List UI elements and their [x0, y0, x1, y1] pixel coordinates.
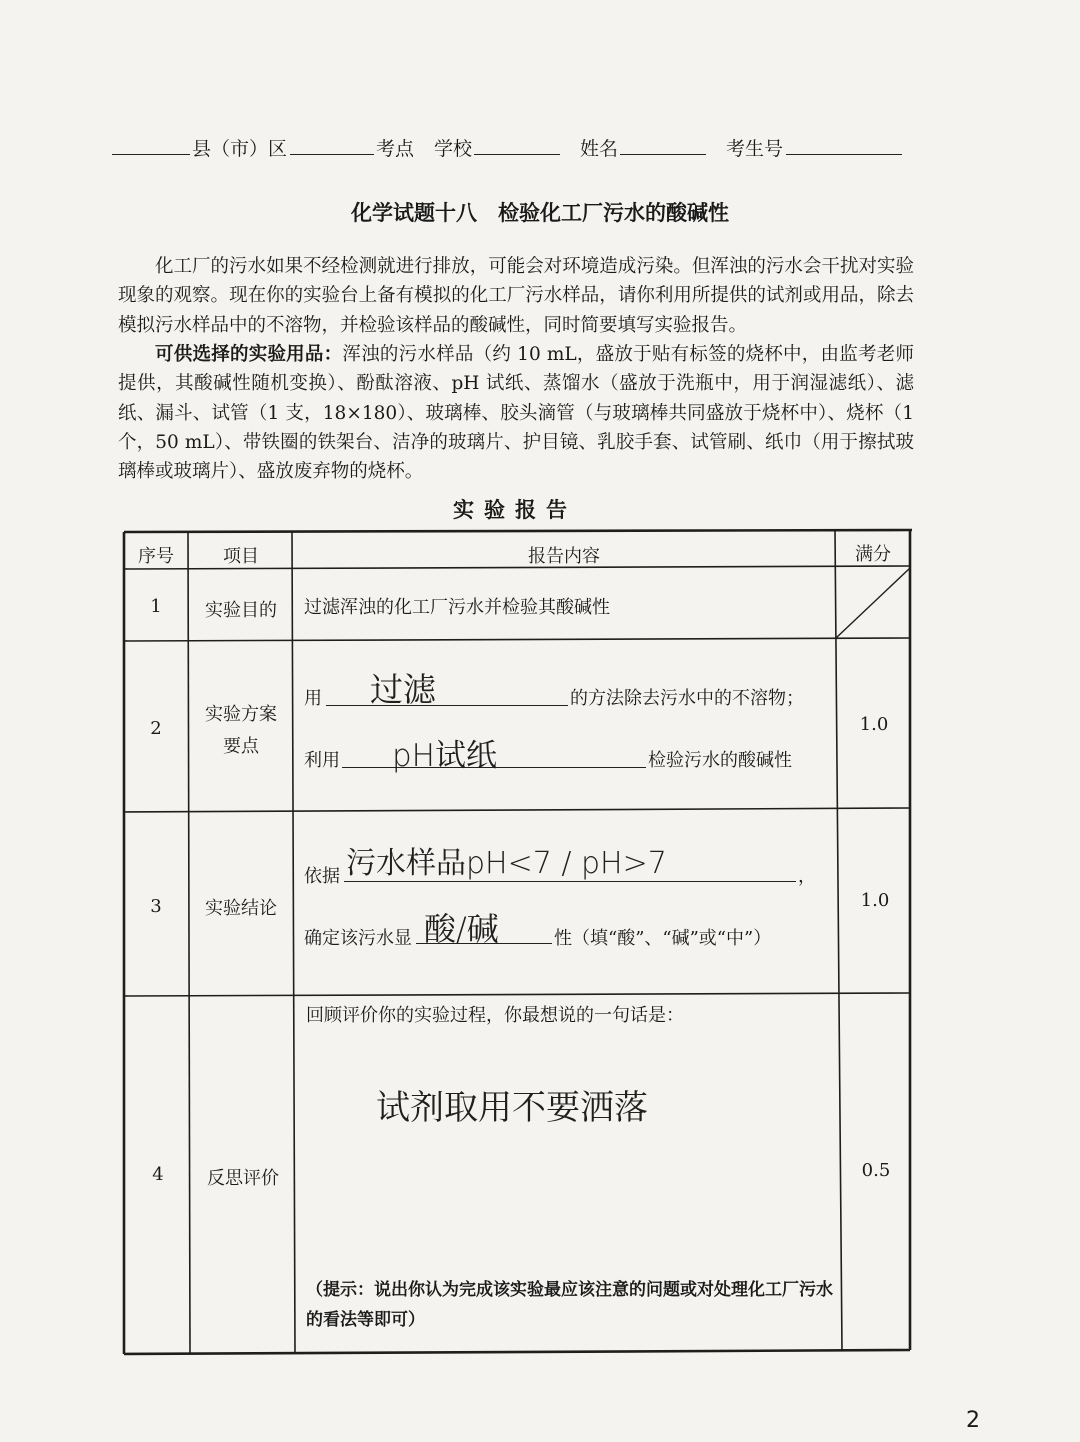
- row3-no: 3: [150, 896, 162, 917]
- row2-no: 2: [150, 718, 162, 739]
- supplies-label: 可供选择的实验用品：: [155, 344, 343, 365]
- candidate-info-line: [112, 130, 912, 162]
- school-label: 学校: [434, 138, 473, 160]
- row4-score: 0.5: [861, 1160, 891, 1181]
- name-label: 姓名: [580, 138, 619, 160]
- row2-item-line2: 要点: [223, 736, 259, 757]
- row2-line2-suffix: 检验污水的酸碱性: [648, 750, 792, 771]
- row4-prompt: 回顾评价你的实验过程，你最想说的一句话是：: [306, 1005, 684, 1026]
- exam-site-label: 考点: [376, 138, 415, 160]
- row3-line2-suffix: 性（填“酸”、“碱”或“中”）: [554, 928, 772, 949]
- candidate-no-blank[interactable]: [786, 154, 902, 155]
- table-header-no: 序号: [138, 546, 174, 567]
- method-handwritten-answer: 过滤: [370, 670, 436, 709]
- row2-score: 1.0: [859, 714, 889, 735]
- table-header-content: 报告内容: [528, 546, 600, 567]
- reflection-handwritten-answer[interactable]: 试剂取用不要洒落: [376, 1088, 648, 1128]
- table-header-score: 满分: [855, 544, 891, 565]
- school-blank[interactable]: [474, 154, 560, 155]
- candidate-no-label: 考生号: [726, 138, 784, 160]
- report-title: 实验报告: [453, 498, 577, 522]
- row1-item: 实验目的: [205, 600, 277, 621]
- row3-line2-prefix: 确定该污水显: [304, 928, 412, 949]
- row4-item: 反思评价: [207, 1168, 279, 1189]
- table-header-item: 项目: [223, 546, 259, 567]
- row4-no: 4: [152, 1164, 164, 1185]
- intro-paragraph: 化工厂的污水如果不经检测就进行排放，可能会对环境造成污染。但浑浊的污水会干扰对实验现象的观察。现在你的实验台上备有模拟的化工厂污水样品，请你利用所提供的试剂或用品，除去模拟污水样品中的不溶物，并检验该样品的酸碱性，同时简要填写实验报告。: [118, 256, 914, 336]
- supplies-paragraph: [118, 340, 914, 486]
- row2-item-line1: 实验方案: [205, 704, 277, 725]
- name-blank[interactable]: [620, 154, 706, 155]
- row3-score: 1.0: [860, 890, 890, 911]
- method-answer-blank[interactable]: [326, 705, 568, 706]
- row1-content: 过滤浑浊的化工厂污水并检验其酸碱性: [304, 597, 610, 618]
- tool-handwritten-answer: pH试纸: [392, 738, 497, 774]
- county-blank[interactable]: [112, 154, 190, 155]
- county-label: 县（市）区: [192, 138, 288, 160]
- row2-line1-prefix: 用: [304, 688, 322, 709]
- supplies-text: 浑浊的污水样品（约 10 mL，盛放于贴有标签的烧杯中，由监考老师提供，其酸碱性随机变换）、酚酞溶液、pH 试纸、蒸馏水（盛放于洗瓶中，用于润湿滤纸）、滤纸、漏斗、试管（1 支，18×180）、玻璃棒、胶头滴管（与玻璃棒共同盛放于烧杯中）、烧杯（1 个，50 mL）、带铁圈的铁架台、洁净的玻璃片、护目镜、乳胶手套、试管刷、纸巾（用于擦拭玻璃棒或玻璃片）、盛放废弃物的烧杯。: [118, 344, 914, 483]
- row2-line2-prefix: 利用: [304, 750, 340, 771]
- exam-site-blank[interactable]: [290, 154, 374, 155]
- row3-line1-prefix: 依据: [304, 866, 340, 887]
- row2-line1-suffix: 的方法除去污水中的不溶物；: [570, 688, 804, 709]
- basis-handwritten-answer: 污水样品pH<7 / pH>7: [346, 846, 667, 881]
- row3-line1-suffix: ，: [798, 866, 816, 887]
- row1-no: 1: [150, 596, 162, 617]
- page-title: 化学试题十八 检验化工厂污水的酸碱性: [351, 201, 729, 225]
- row3-item: 实验结论: [205, 898, 277, 919]
- reflection-hint: （提示：说出你认为完成该实验最应该注意的问题或对处理化工厂污水的看法等即可）: [306, 1280, 833, 1330]
- acidity-handwritten-answer: 酸/碱: [424, 910, 499, 948]
- page-number: 2: [966, 1408, 980, 1433]
